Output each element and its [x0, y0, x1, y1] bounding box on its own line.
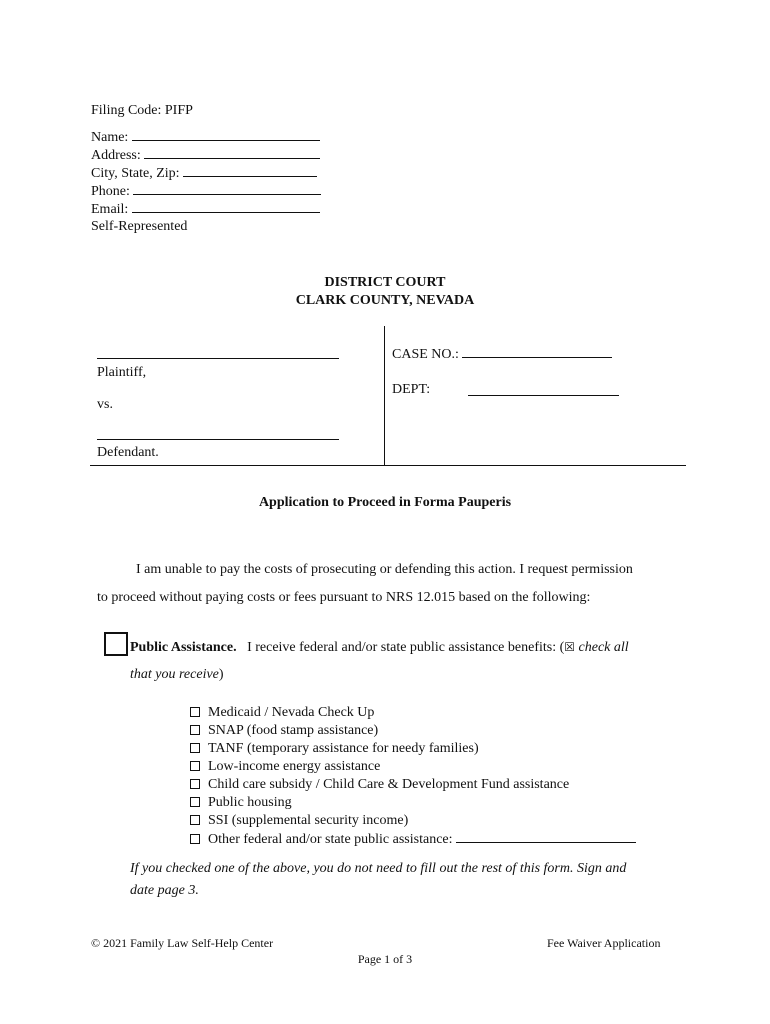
city-state-zip-field[interactable]	[91, 164, 317, 183]
self-represented: Self-Represented	[91, 219, 188, 234]
dept-label: DEPT:	[392, 382, 431, 397]
benefits-list	[190, 704, 636, 849]
other-assistance-blank[interactable]	[456, 830, 636, 843]
email-field[interactable]	[91, 200, 320, 219]
footer-copyright: © 2021 Family Law Self-Help Center	[91, 936, 274, 950]
public-assistance-text: I receive federal and/or state public assistance benefits: (	[247, 640, 565, 655]
note-line-1: If you checked one of the above, you do not need to fill out the rest of this form. Sign and	[130, 861, 627, 876]
benefit-checkbox[interactable]	[190, 761, 200, 771]
court-name: DISTRICT COURT	[324, 275, 446, 290]
that-you-receive-text: that you receive	[130, 667, 219, 682]
email-label: Email:	[91, 202, 129, 217]
benefit-checkbox[interactable]	[190, 797, 200, 807]
name-blank[interactable]	[132, 128, 320, 141]
benefit-label: SSI (supplemental security income)	[208, 813, 409, 828]
email-blank[interactable]	[132, 200, 320, 213]
phone-label: Phone:	[91, 184, 130, 199]
benefit-item[interactable]	[190, 812, 636, 830]
defendant-label: Defendant.	[97, 445, 159, 460]
checked-box-icon: ☒	[564, 640, 576, 654]
address-field[interactable]	[91, 146, 320, 165]
note-line-2: date page 3.	[130, 883, 199, 898]
vs-label: vs.	[97, 397, 113, 412]
benefit-item[interactable]	[190, 722, 636, 740]
public-assistance-line-1	[130, 638, 629, 657]
benefit-checkbox[interactable]	[190, 815, 200, 825]
case-no-blank[interactable]	[462, 345, 612, 358]
benefit-checkbox[interactable]	[190, 779, 200, 789]
benefit-checkbox[interactable]	[190, 707, 200, 717]
caption-bottom-rule	[90, 465, 686, 466]
benefit-checkbox[interactable]	[190, 834, 200, 844]
defendant-blank[interactable]	[97, 439, 339, 440]
benefit-label: TANF (temporary assistance for needy families)	[208, 741, 479, 756]
benefit-checkbox[interactable]	[190, 725, 200, 735]
benefit-item[interactable]	[190, 776, 636, 794]
plaintiff-blank[interactable]	[97, 358, 339, 359]
public-assistance-heading: Public Assistance.	[130, 640, 237, 655]
case-no-label: CASE NO.:	[392, 347, 459, 362]
footer-form-name: Fee Waiver Application	[547, 936, 661, 950]
court-county: CLARK COUNTY, NEVADA	[295, 293, 475, 308]
plaintiff-label: Plaintiff,	[97, 365, 147, 380]
page-number: Page 1 of 3	[357, 952, 413, 966]
city-state-zip-blank[interactable]	[183, 164, 317, 177]
benefit-item[interactable]	[190, 794, 636, 812]
public-assistance-checkbox[interactable]	[104, 632, 128, 656]
check-all-text: check all	[578, 640, 629, 655]
intro-line-2: to proceed without paying costs or fees pursuant to NRS 12.015 based on the following:	[97, 590, 591, 605]
benefit-label: Medicaid / Nevada Check Up	[208, 705, 375, 720]
phone-field[interactable]	[91, 182, 321, 201]
benefit-item[interactable]	[190, 758, 636, 776]
filing-code: Filing Code: PIFP	[91, 103, 193, 118]
name-field[interactable]	[91, 128, 320, 147]
benefit-label: Other federal and/or state public assistance:	[208, 832, 453, 847]
benefit-label: SNAP (food stamp assistance)	[208, 723, 379, 738]
case-no-field[interactable]	[392, 345, 612, 364]
public-assistance-line-2	[130, 666, 224, 684]
benefit-label: Child care subsidy / Child Care & Development Fund assistance	[208, 777, 570, 792]
document-title: Application to Proceed in Forma Pauperis	[258, 495, 512, 510]
benefit-label: Public housing	[208, 795, 292, 810]
benefit-label: Low-income energy assistance	[208, 759, 381, 774]
address-blank[interactable]	[144, 146, 320, 159]
name-label: Name:	[91, 130, 129, 145]
benefit-item[interactable]	[190, 704, 636, 722]
benefit-checkbox[interactable]	[190, 743, 200, 753]
address-label: Address:	[91, 148, 141, 163]
caption-vertical-divider	[384, 326, 385, 465]
intro-line-1: I am unable to pay the costs of prosecuting or defending this action. I request permission	[136, 562, 633, 577]
phone-blank[interactable]	[133, 182, 321, 195]
benefit-item[interactable]	[190, 740, 636, 758]
city-state-zip-label: City, State, Zip:	[91, 166, 180, 181]
dept-blank[interactable]	[468, 395, 619, 396]
close-paren: )	[218, 667, 224, 682]
benefit-item-other[interactable]	[190, 830, 636, 849]
